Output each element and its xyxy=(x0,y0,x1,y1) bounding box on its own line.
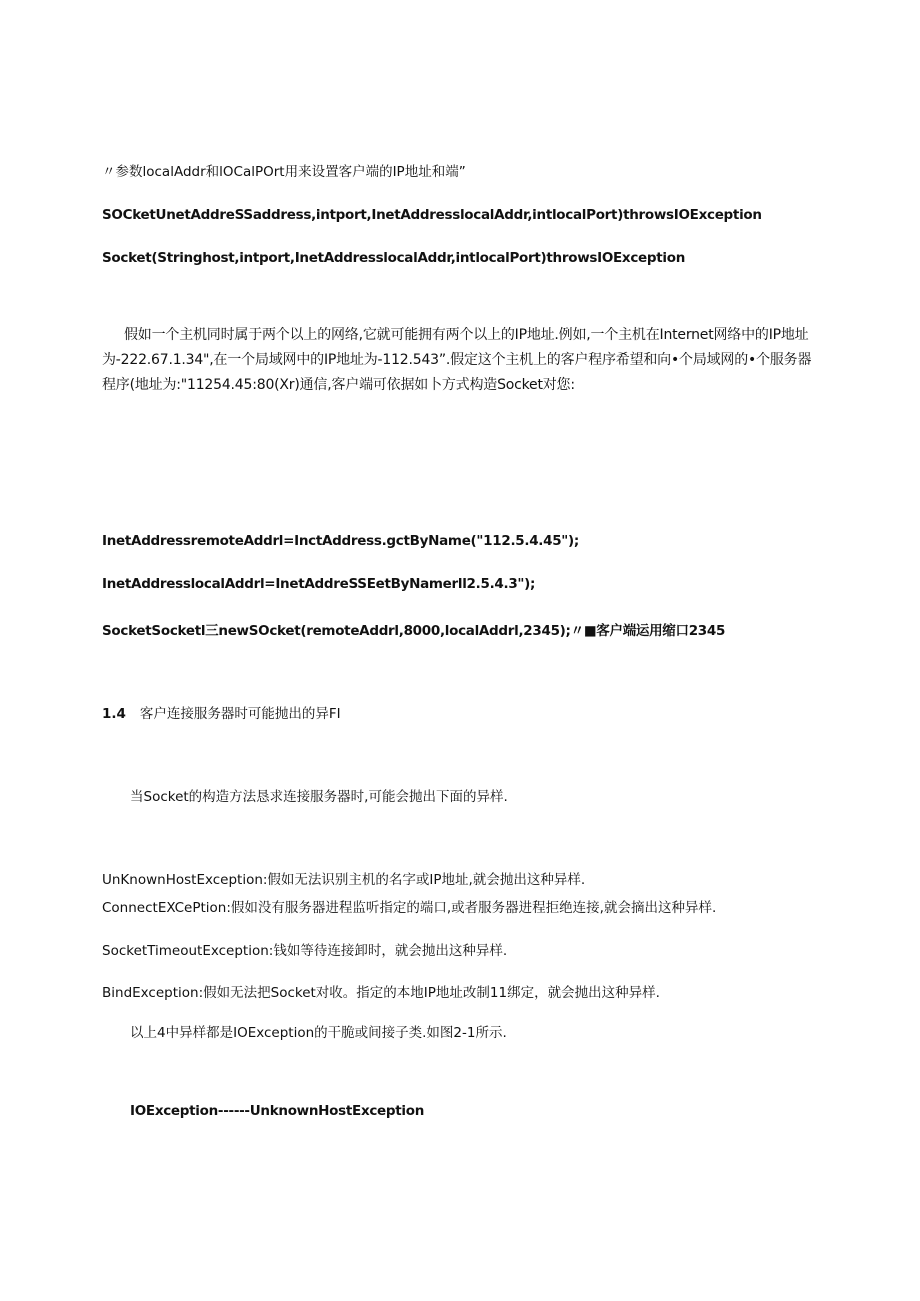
exception-connect: ConnectEXCePtion:假如没有服务器进程监听指定的端口,或者服务器进程拒绝连接,就会摘出这种异样. xyxy=(102,900,717,916)
paragraph-exceptions-intro: 当Socket的构造方法恳求连接服务器时,可能会抛出下面的异样. xyxy=(130,789,508,805)
paragraph-ioexception-subclasses: 以上4中异样都是IOException的干脆或间接子类.如图2-1所示. xyxy=(130,1025,507,1041)
exception-unknown-host: UnKnownHostException:假如无法识别主机的名字或IP地址,就会抛出这种异样. xyxy=(102,872,586,888)
section-number: 1.4 xyxy=(102,706,126,722)
code-line-remote-addr: InetAddressremoteAddrl=InctAddress.gctByName("112.5.4.45"); xyxy=(102,533,580,549)
exception-hierarchy-line: IOException------UnknownHostException xyxy=(130,1103,425,1119)
exception-bind: BindException:假如无法把Socket对收。指定的本地IP地址改制11绑定，就会抛出这种异样. xyxy=(102,985,660,1001)
paragraph-multi-network: 假如一个主机同时属于两个以上的网络,它就可能拥有两个以上的IP地址.例如,一个主机在Internet网络中的IP地址为-222.67.1.34",在一个局域网中的IP地址为-112.543”.假定这个主机上的客户程序希望和向•个局域网的•个服务器程序(地址为:"11254.45:80(Xr)通信,客户端可依据如卜方式构造Socket对您: xyxy=(102,327,812,393)
code-line-socket-constructor-1: SOCketUnetAddreSSaddress,intport,InetAddresslocalAddr,intlocalPort)throwsIOException xyxy=(102,207,762,223)
comment-line: 〃参数localAddr和lOCalPOrt用来设置客户端的IP地址和端” xyxy=(102,164,466,180)
section-heading xyxy=(102,703,341,725)
code-line-socket-constructor-2: Socket(Stringhost,intport,InetAddresslocalAddr,intlocalPort)throwsIOException xyxy=(102,250,686,266)
code-line-new-socket: SocketSocketl三newSOcket(remoteAddrl,8000,localAddrl,2345);〃■客户端运用缩口2345 xyxy=(102,623,726,639)
exception-socket-timeout: SocketTimeoutException:钱如等待连接卸时，就会抛出这种异样. xyxy=(102,943,508,959)
code-line-local-addr: InetAddresslocalAddrl=InetAddreSSEetByNamerll2.5.4.3"); xyxy=(102,576,536,592)
section-title: 客户连接服务器时可能抛出的异FI xyxy=(139,706,341,722)
